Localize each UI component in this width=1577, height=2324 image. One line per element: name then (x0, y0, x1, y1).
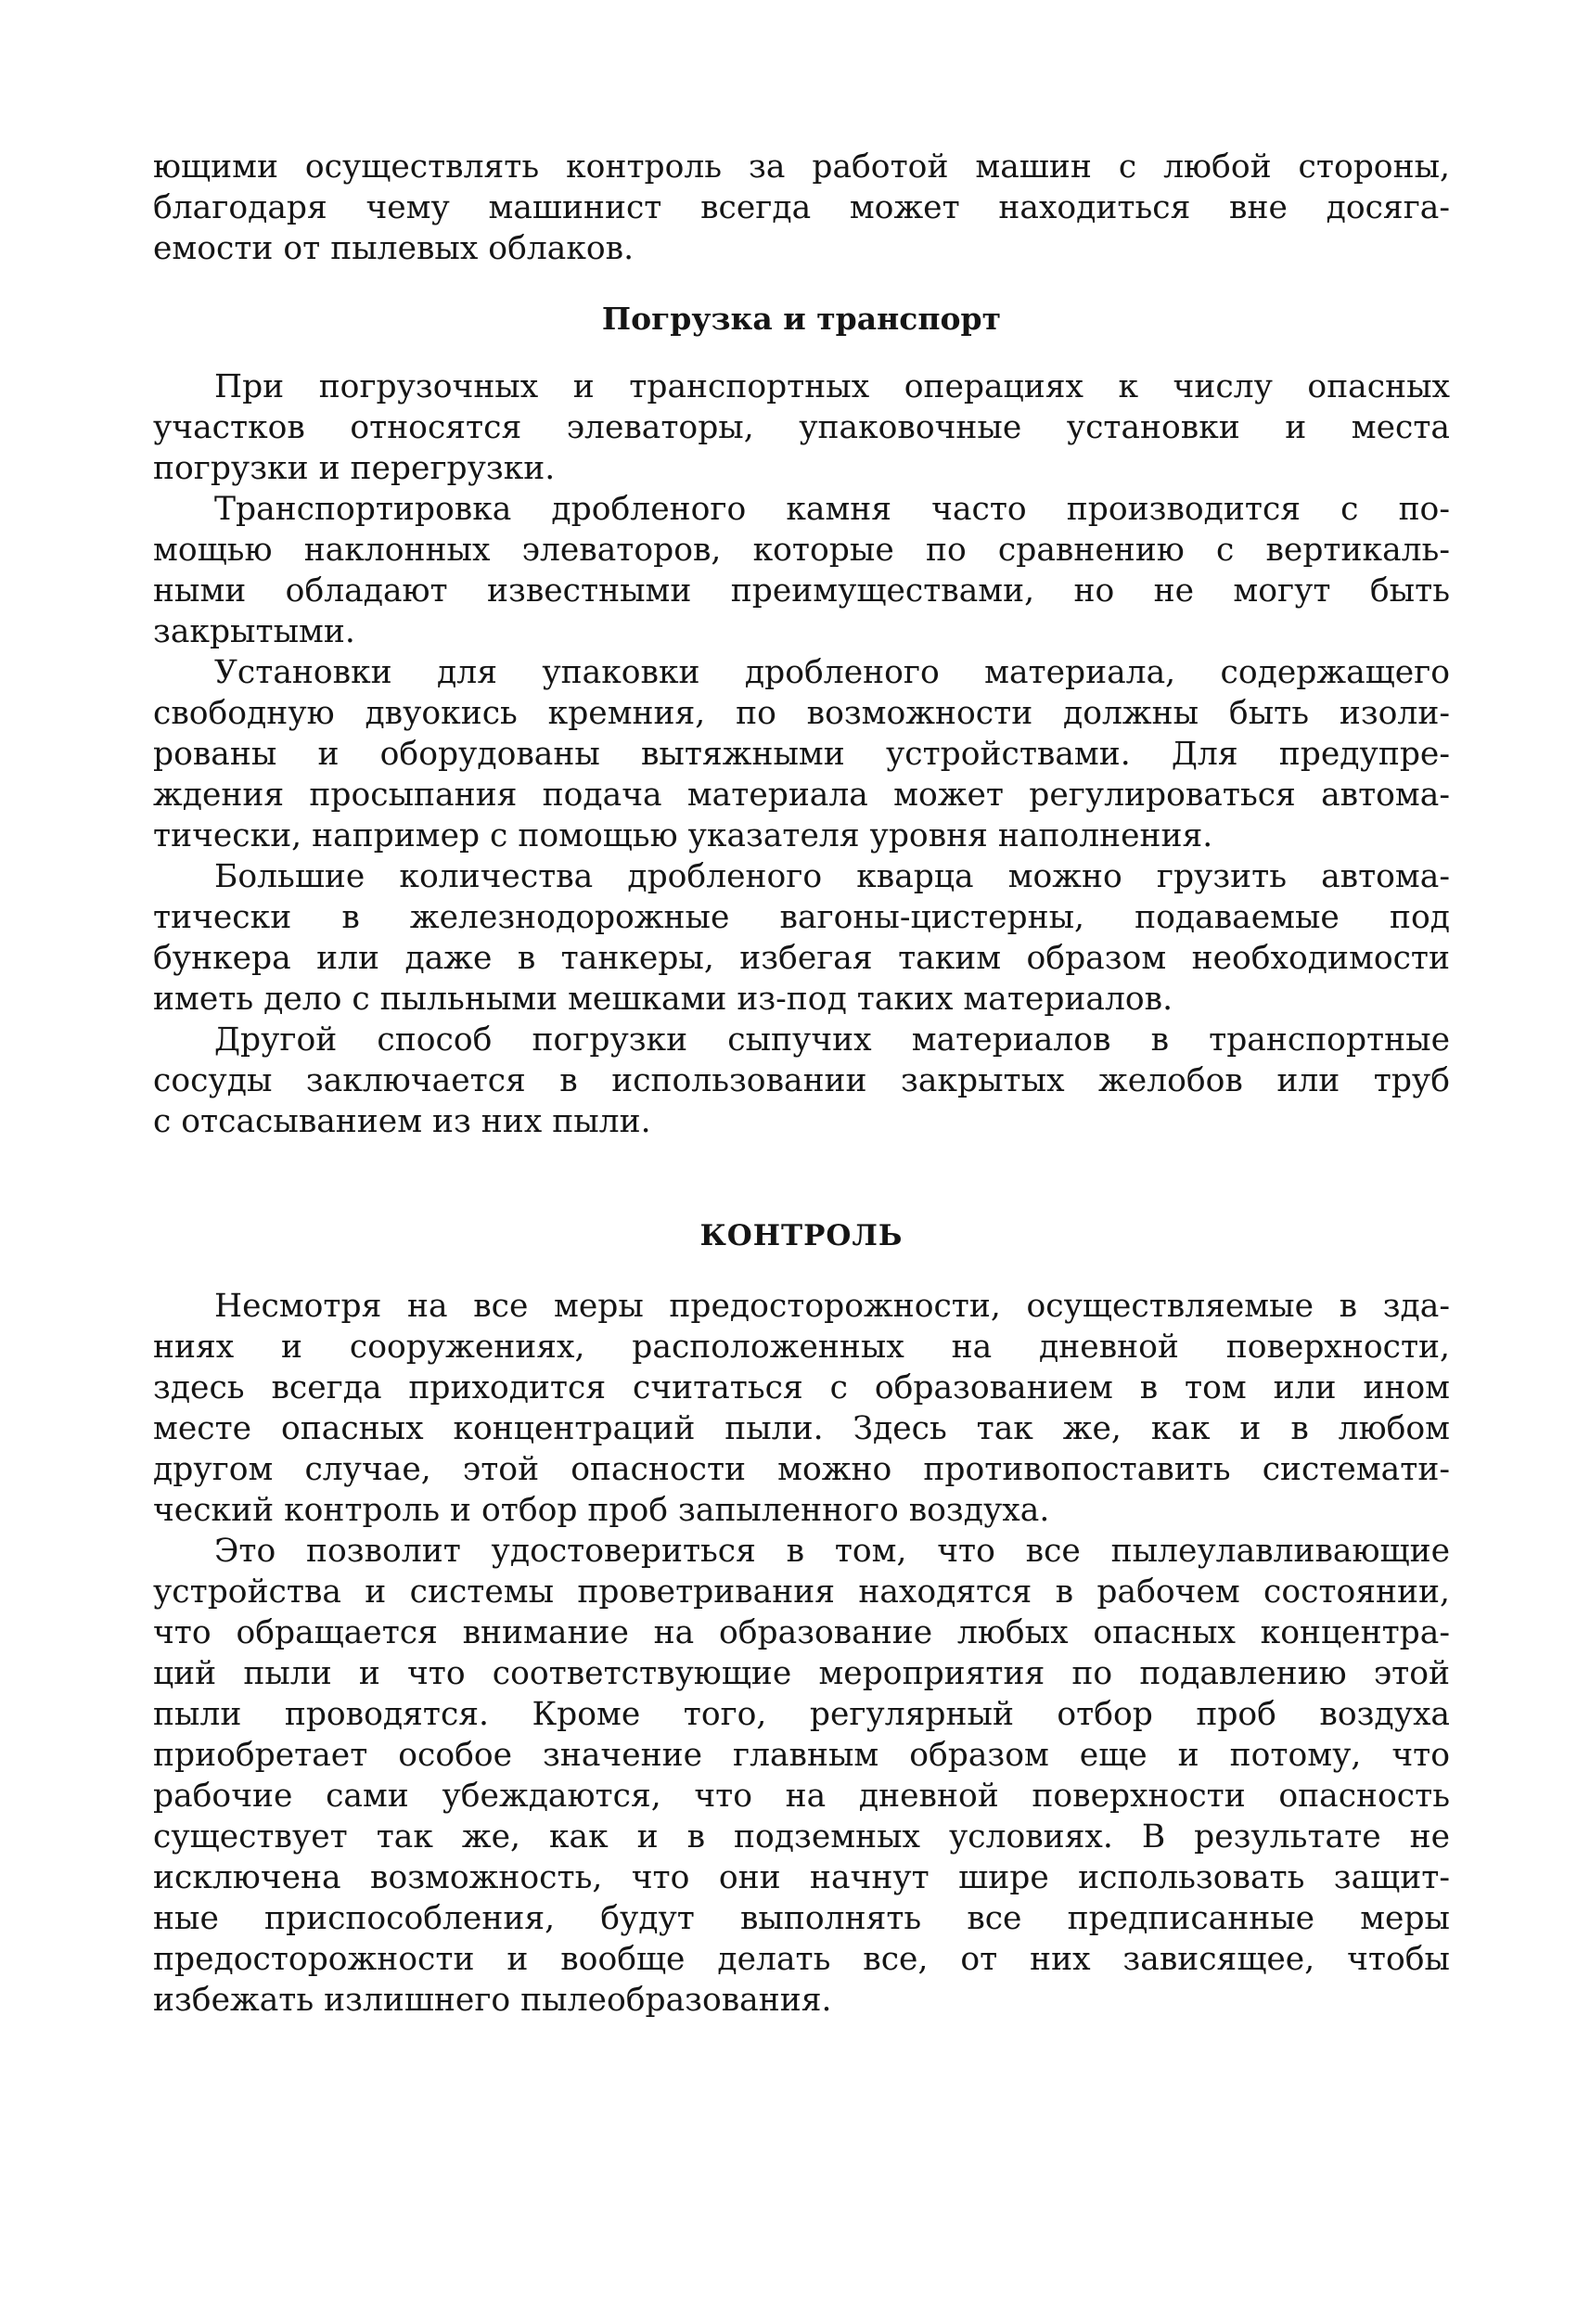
text-line: ющими осуществлять контроль за работой машин с любой стороны, (153, 148, 1450, 186)
text-line: пыли проводятся. Кроме того, регулярный отбор проб воздуха (153, 1696, 1450, 1733)
text-line: Это позволит удостовериться в том, что все пылеулавливающие (214, 1533, 1450, 1570)
text-line: благодаря чему машинист всегда может находиться вне досяга- (153, 189, 1450, 226)
section-heading-loading-transport: Погрузка и транспорт (601, 301, 1002, 337)
text-line: другом случае, этой опасности можно противопоставить системати- (153, 1451, 1450, 1488)
text-line: месте опасных концентраций пыли. Здесь так же, как и в любом (153, 1410, 1450, 1447)
text-line: исключена возможность, что они начнут шире использовать защит- (153, 1859, 1450, 1896)
text-line: емости от пылевых облаков. (153, 230, 635, 267)
text-line: участков относятся элеваторы, упаковочные установки и места (153, 409, 1450, 446)
text-line: сосуды заключается в использовании закрытых желобов или труб (153, 1062, 1450, 1099)
text-line: ций пыли и что соответствующие мероприятия по подавлению этой (153, 1655, 1450, 1692)
text-line: погрузки и перегрузки. (153, 450, 556, 487)
text-line: закрытыми. (153, 613, 355, 650)
text-line: тически, например с помощью указателя уровня наполнения. (153, 817, 1213, 854)
section-heading-control: КОНТРОЛЬ (699, 1219, 904, 1252)
text-line: тически в железнодорожные вагоны-цистерны, подаваемые под (153, 899, 1450, 936)
text-line: Несмотря на все меры предосторожности, осуществляемые в зда- (214, 1288, 1450, 1325)
text-line: ными обладают известными преимуществами, но не могут быть (153, 572, 1450, 610)
text-line: ждения просыпания подача материала может регулироваться автома- (153, 777, 1450, 814)
text-line: Большие количества дробленого кварца можно грузить автома- (214, 858, 1450, 895)
paragraph (153, 1531, 1450, 2021)
text-line: иметь дело с пыльными мешками из-под таких материалов. (153, 981, 1173, 1018)
text-line: что обращается внимание на образование любых опасных концентра- (153, 1614, 1450, 1651)
paragraph (153, 489, 1450, 652)
paragraph (153, 1286, 1450, 1531)
text-line: рабочие сами убеждаются, что на дневной поверхности опасность (153, 1778, 1450, 1815)
text-line: избежать излишнего пылеобразования. (153, 1982, 832, 2019)
text-line: ниях и сооружениях, расположенных на дневной поверхности, (153, 1329, 1450, 1366)
paragraph (153, 856, 1450, 1020)
text-line: ные приспособления, будут выполнять все предписанные меры (153, 1900, 1450, 1937)
text-line: Транспортировка дробленого камня часто производится с по- (214, 491, 1450, 528)
text-line: свободную двуокись кремния, по возможности должны быть изоли- (153, 695, 1450, 732)
text-line: бункера или даже в танкеры, избегая таким образом необходимости (153, 940, 1450, 977)
text-line: ческий контроль и отбор проб запыленного воздуха. (153, 1492, 1050, 1529)
text-line: При погрузочных и транспортных операциях к числу опасных (214, 368, 1450, 405)
text-line: существует так же, как и в подземных условиях. В результате не (153, 1818, 1450, 1855)
text-line: рованы и оборудованы вытяжными устройствами. Для предупре- (153, 736, 1450, 773)
text-line: устройства и системы проветривания находятся в рабочем состоянии, (153, 1573, 1450, 1611)
text-line: приобретает особое значение главным образом еще и потому, что (153, 1737, 1450, 1774)
paragraph (153, 1020, 1450, 1142)
paragraph (153, 366, 1450, 489)
text-line: здесь всегда приходится считаться с образованием в том или ином (153, 1369, 1450, 1406)
text-line: Другой способ погрузки сыпучих материалов в транспортные (214, 1021, 1450, 1059)
text-line: с отсасыванием из них пыли. (153, 1103, 651, 1140)
paragraph (153, 652, 1450, 856)
text-line: мощью наклонных элеваторов, которые по сравнению с вертикаль- (153, 532, 1450, 569)
text-line: предосторожности и вообще делать все, от них зависящее, чтобы (153, 1941, 1450, 1978)
text-line: Установки для упаковки дробленого материала, содержащего (214, 654, 1450, 691)
intro-paragraph (153, 147, 1450, 269)
